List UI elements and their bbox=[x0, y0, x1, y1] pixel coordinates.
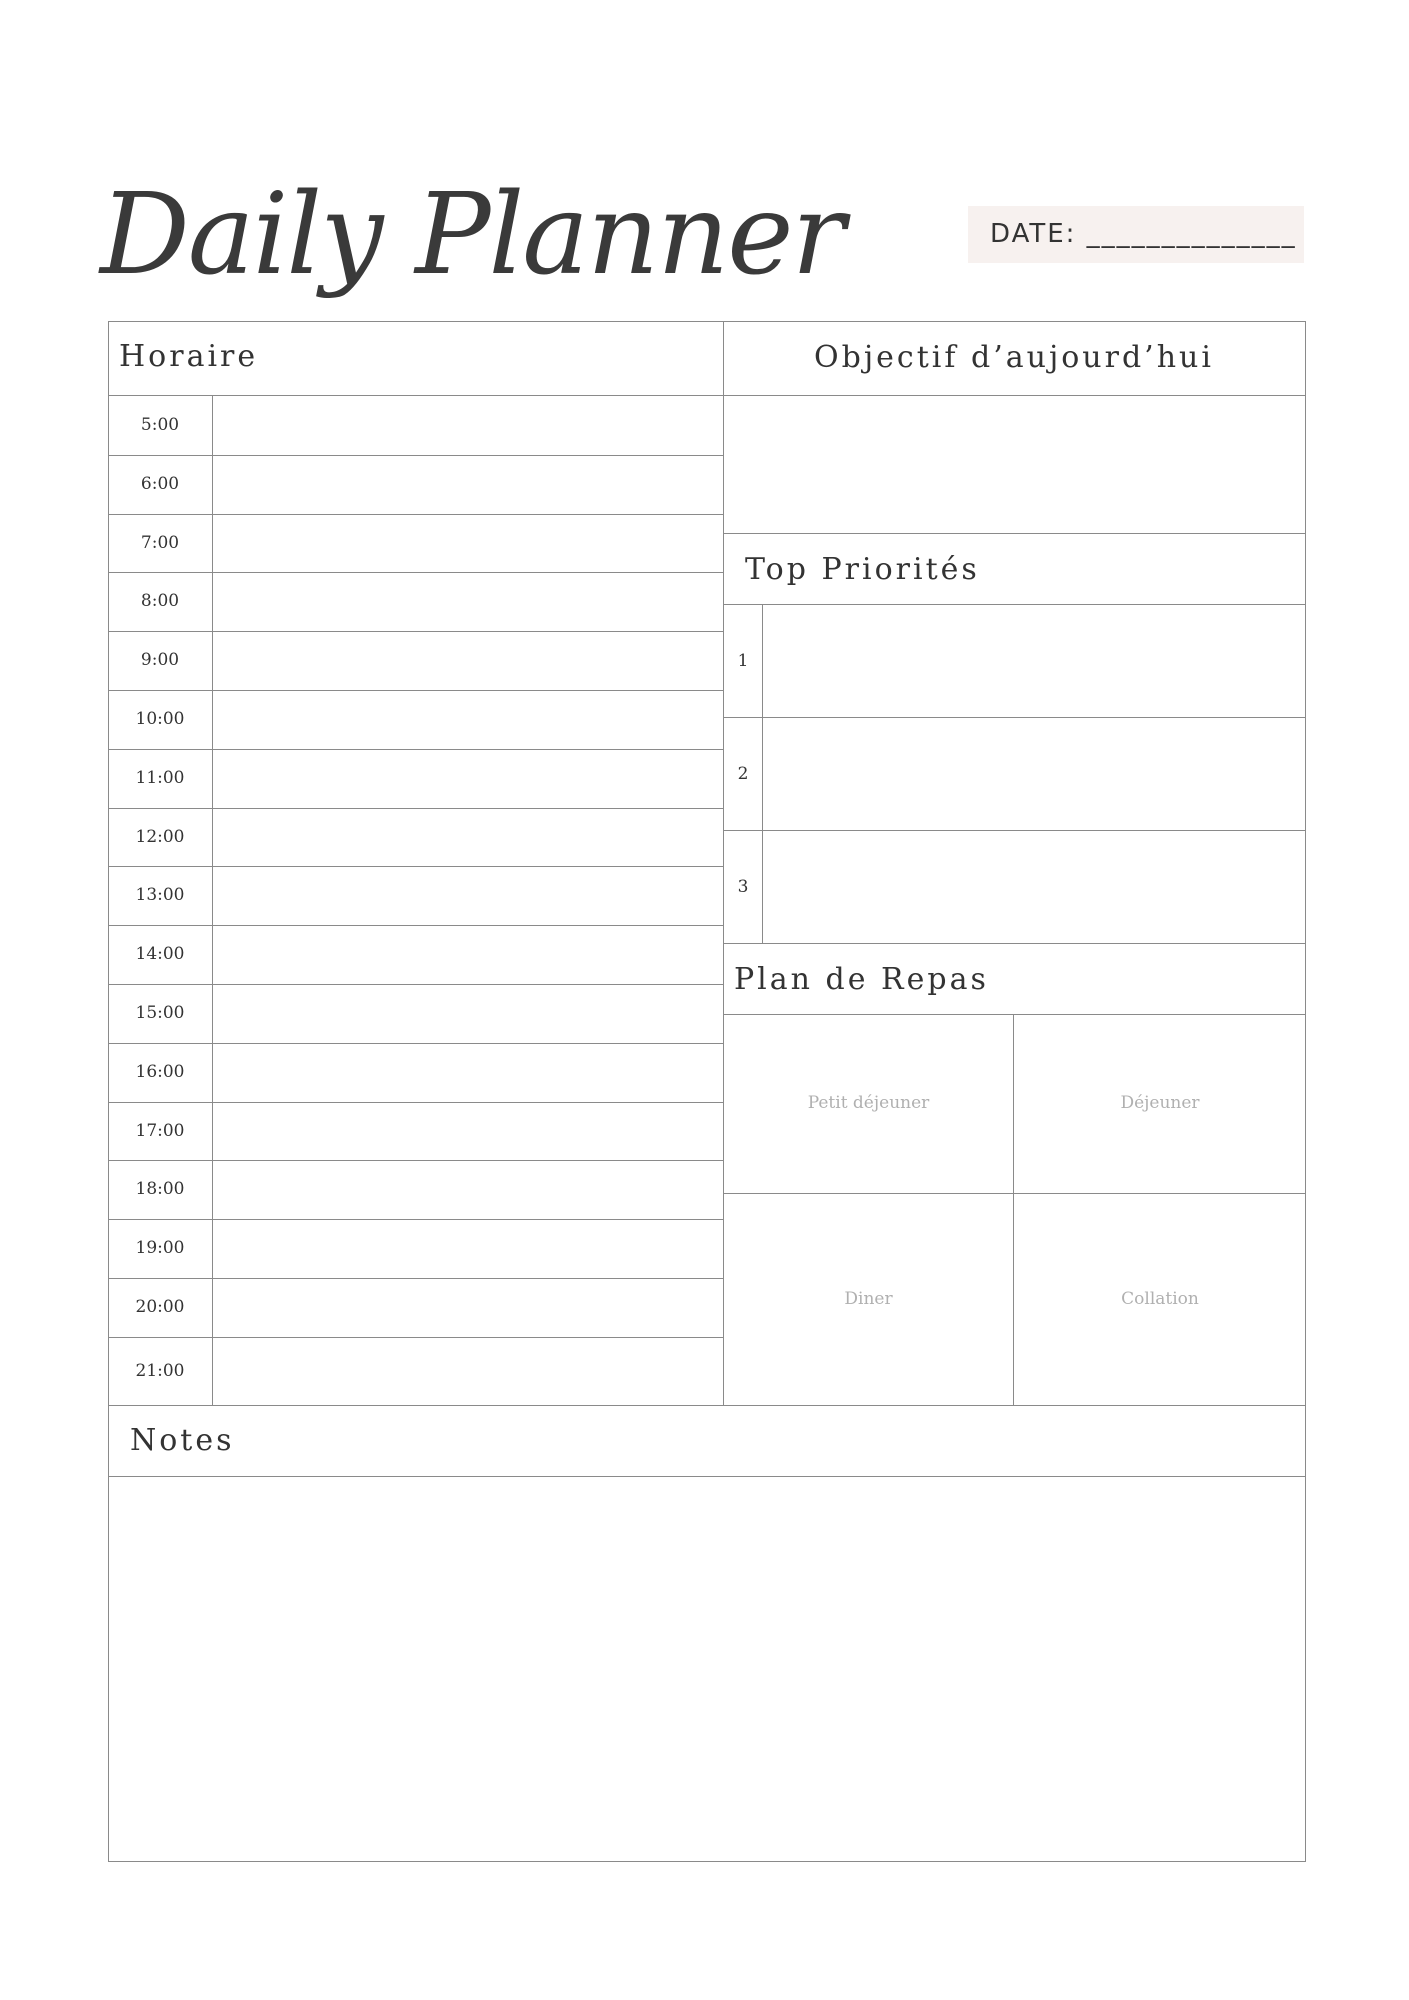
meal-snack[interactable]: Collation bbox=[1121, 1289, 1199, 1309]
priority-slot[interactable] bbox=[764, 605, 1305, 718]
schedule-slot[interactable] bbox=[214, 572, 722, 631]
hour-label: 8:00 bbox=[140, 591, 180, 612]
notes-top-divider bbox=[108, 1405, 1306, 1406]
hour-label: 9:00 bbox=[140, 650, 180, 671]
page-title: Daily Planner bbox=[100, 170, 844, 300]
schedule-slot[interactable] bbox=[214, 808, 722, 867]
hour-label: 15:00 bbox=[135, 1003, 185, 1023]
schedule-slot[interactable] bbox=[214, 749, 722, 808]
hour-label: 21:00 bbox=[135, 1360, 185, 1381]
schedule-slot[interactable] bbox=[214, 396, 722, 455]
objective-area[interactable] bbox=[725, 398, 1305, 532]
hour-column-divider bbox=[212, 396, 213, 1405]
objective-header-divider bbox=[724, 395, 1306, 396]
hour-label: 20:00 bbox=[135, 1297, 185, 1317]
notes-header-divider bbox=[108, 1476, 1306, 1477]
meals-center-divider bbox=[1013, 1014, 1014, 1405]
notes-area[interactable] bbox=[110, 1478, 1305, 1861]
schedule-slot[interactable] bbox=[214, 1043, 722, 1102]
objective-heading: Objectif d’aujourd’hui bbox=[814, 340, 1214, 375]
hour-label: 19:00 bbox=[135, 1238, 185, 1259]
priorities-bottom-divider bbox=[724, 943, 1306, 944]
hour-label: 5:00 bbox=[140, 415, 180, 435]
hour-label: 18:00 bbox=[135, 1179, 185, 1200]
schedule-slot[interactable] bbox=[214, 1102, 722, 1161]
notes-heading: Notes bbox=[130, 1423, 235, 1458]
hour-label: 14:00 bbox=[135, 944, 185, 965]
schedule-slot[interactable] bbox=[214, 1219, 722, 1278]
hour-label: 17:00 bbox=[135, 1120, 185, 1141]
meals-heading: Plan de Repas bbox=[734, 962, 989, 997]
schedule-slot[interactable] bbox=[214, 1337, 722, 1405]
hour-label: 7:00 bbox=[140, 532, 180, 553]
schedule-slot[interactable] bbox=[214, 1160, 722, 1219]
meals-middle-divider bbox=[724, 1193, 1306, 1194]
hour-label: 12:00 bbox=[135, 826, 185, 847]
hour-label: 6:00 bbox=[140, 473, 180, 494]
hour-label: 11:00 bbox=[135, 767, 185, 788]
date-field[interactable]: DATE: ______________ bbox=[968, 206, 1304, 263]
schedule-slot[interactable] bbox=[214, 631, 722, 690]
priority-number: 2 bbox=[737, 764, 749, 784]
objective-bottom-divider bbox=[724, 533, 1306, 534]
schedule-slot[interactable] bbox=[214, 984, 722, 1043]
schedule-slot[interactable] bbox=[214, 690, 722, 749]
hour-label: 10:00 bbox=[135, 709, 185, 729]
schedule-slot[interactable] bbox=[214, 1278, 722, 1337]
schedule-slot[interactable] bbox=[214, 925, 722, 984]
hour-label: 13:00 bbox=[135, 885, 185, 906]
meal-breakfast[interactable]: Petit déjeuner bbox=[807, 1093, 930, 1113]
priority-slot[interactable] bbox=[764, 718, 1305, 831]
priority-number-divider bbox=[762, 604, 763, 943]
schedule-slot[interactable] bbox=[214, 866, 722, 925]
meal-dinner[interactable]: Diner bbox=[844, 1289, 893, 1309]
priority-number: 3 bbox=[737, 877, 749, 897]
hour-label: 16:00 bbox=[135, 1061, 185, 1082]
schedule-heading: Horaire bbox=[119, 339, 259, 374]
schedule-slot[interactable] bbox=[214, 455, 722, 514]
priority-number: 1 bbox=[737, 651, 749, 671]
meal-lunch[interactable]: Déjeuner bbox=[1120, 1093, 1200, 1113]
schedule-slot[interactable] bbox=[214, 514, 722, 573]
priorities-heading: Top Priorités bbox=[745, 552, 980, 587]
priority-slot[interactable] bbox=[764, 831, 1305, 944]
